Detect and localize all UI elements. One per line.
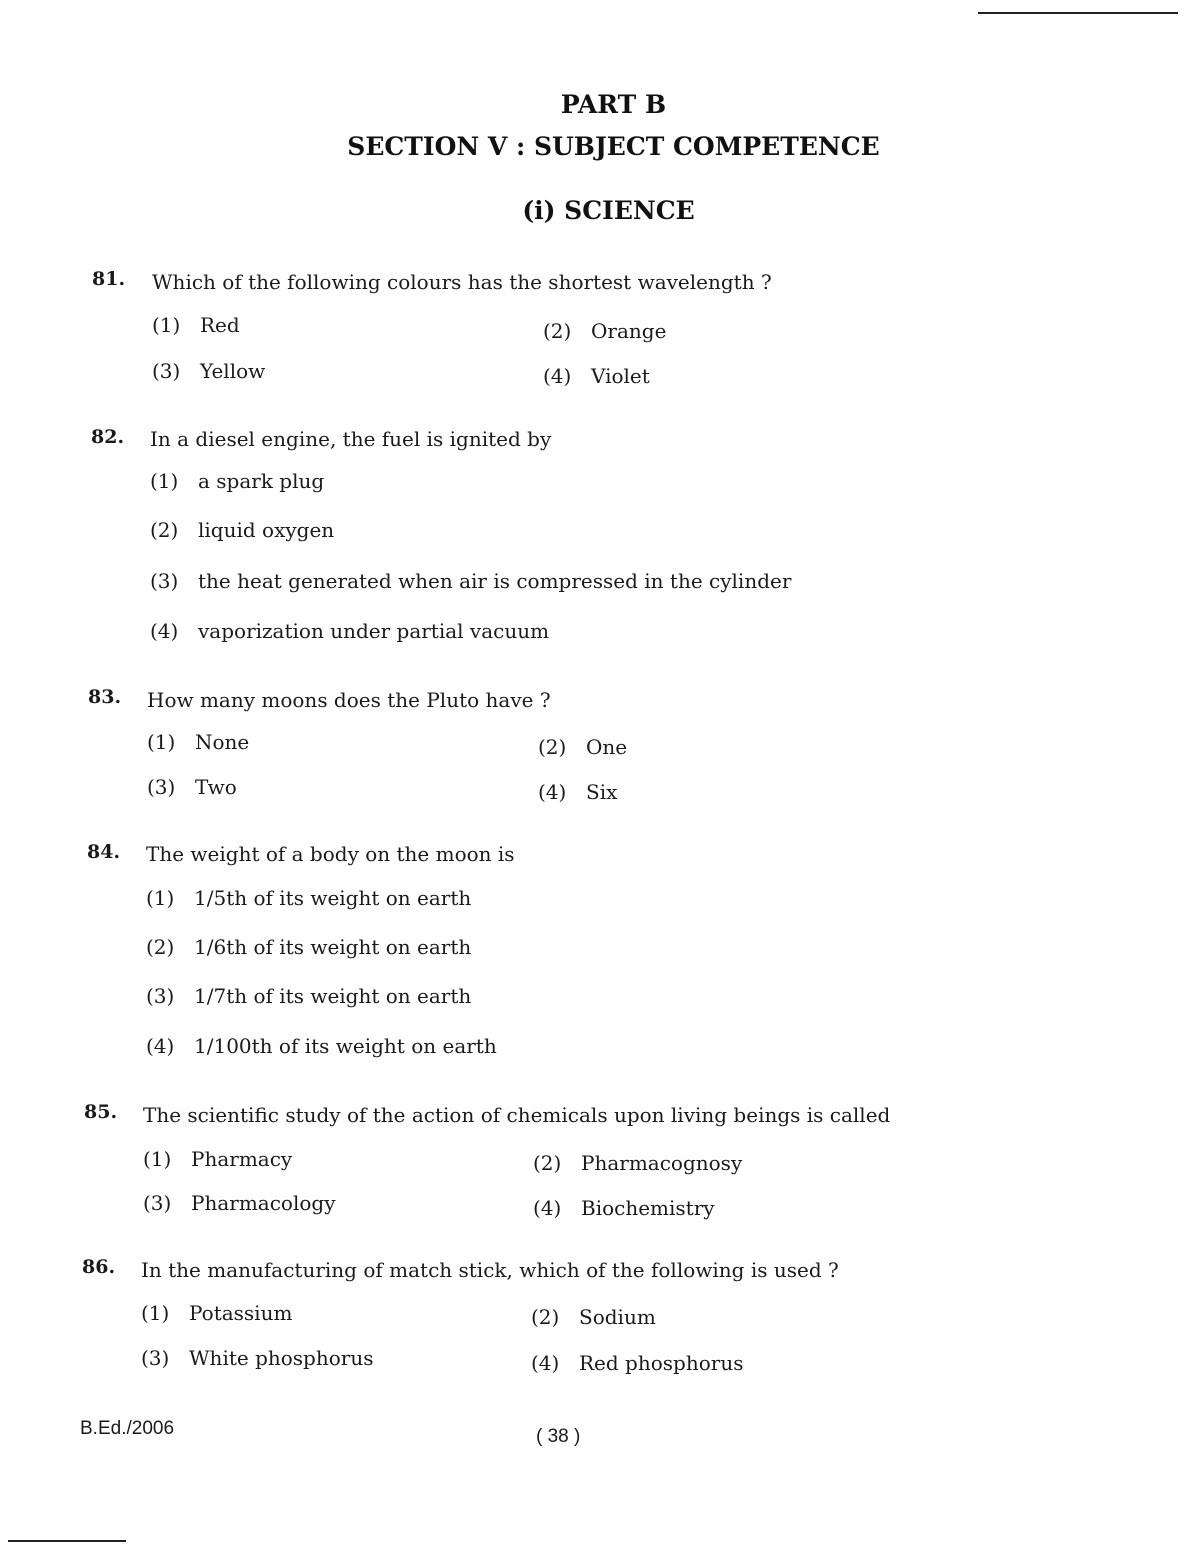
- part-heading: PART B: [560, 90, 667, 119]
- question-number: 85.: [84, 1101, 118, 1123]
- question-text: In a diesel engine, the fuel is ignited by: [150, 427, 552, 451]
- option: (4) Red phosphorus: [531, 1351, 744, 1375]
- option: (2) One: [538, 735, 628, 759]
- question-number: 86.: [82, 1256, 116, 1278]
- option: (4) Violet: [543, 364, 650, 388]
- question-text: How many moons does the Pluto have ?: [147, 688, 551, 712]
- option: (3) White phosphorus: [141, 1346, 374, 1370]
- question-number: 81.: [92, 268, 126, 290]
- option: (1) None: [147, 730, 250, 754]
- section-heading: SECTION V : SUBJECT COMPETENCE: [347, 132, 880, 161]
- option: (3) the heat generated when air is compressed in the cylinder: [150, 569, 792, 593]
- option: (2) Pharmacognosy: [533, 1151, 743, 1175]
- page-number: ( 38 ): [536, 1426, 581, 1447]
- question-number: 82.: [91, 426, 125, 448]
- question-number: 84.: [87, 841, 121, 863]
- option: (3) Pharmacology: [143, 1191, 336, 1215]
- option: (3) 1/7th of its weight on earth: [146, 984, 472, 1008]
- option: (1) Pharmacy: [143, 1147, 293, 1171]
- question-number: 83.: [88, 686, 122, 708]
- option: (1) Red: [152, 313, 240, 337]
- option: (1) 1/5th of its weight on earth: [146, 886, 472, 910]
- bottom-rule: [8, 1540, 126, 1542]
- option: (3) Yellow: [152, 359, 266, 383]
- option: (2) Orange: [543, 319, 667, 343]
- option: (3) Two: [147, 775, 237, 799]
- top-rule: [978, 12, 1178, 14]
- option: (4) vaporization under partial vacuum: [150, 619, 550, 643]
- question-text: Which of the following colours has the shortest wavelength ?: [152, 270, 772, 294]
- option: (1) a spark plug: [150, 469, 325, 493]
- question-text: The scientific study of the action of chemicals upon living beings is called: [143, 1103, 891, 1127]
- option: (1) Potassium: [141, 1301, 293, 1325]
- question-text: The weight of a body on the moon is: [146, 842, 515, 866]
- question-text: In the manufacturing of match stick, which of the following is used ?: [141, 1258, 839, 1282]
- option: (4) Six: [538, 780, 618, 804]
- option: (4) Biochemistry: [533, 1196, 715, 1220]
- option: (2) Sodium: [531, 1305, 656, 1329]
- option: (2) 1/6th of its weight on earth: [146, 935, 472, 959]
- option: (4) 1/100th of its weight on earth: [146, 1034, 497, 1058]
- exam-code: B.Ed./2006: [80, 1418, 175, 1439]
- subject-heading: (i) SCIENCE: [522, 196, 695, 225]
- option: (2) liquid oxygen: [150, 518, 335, 542]
